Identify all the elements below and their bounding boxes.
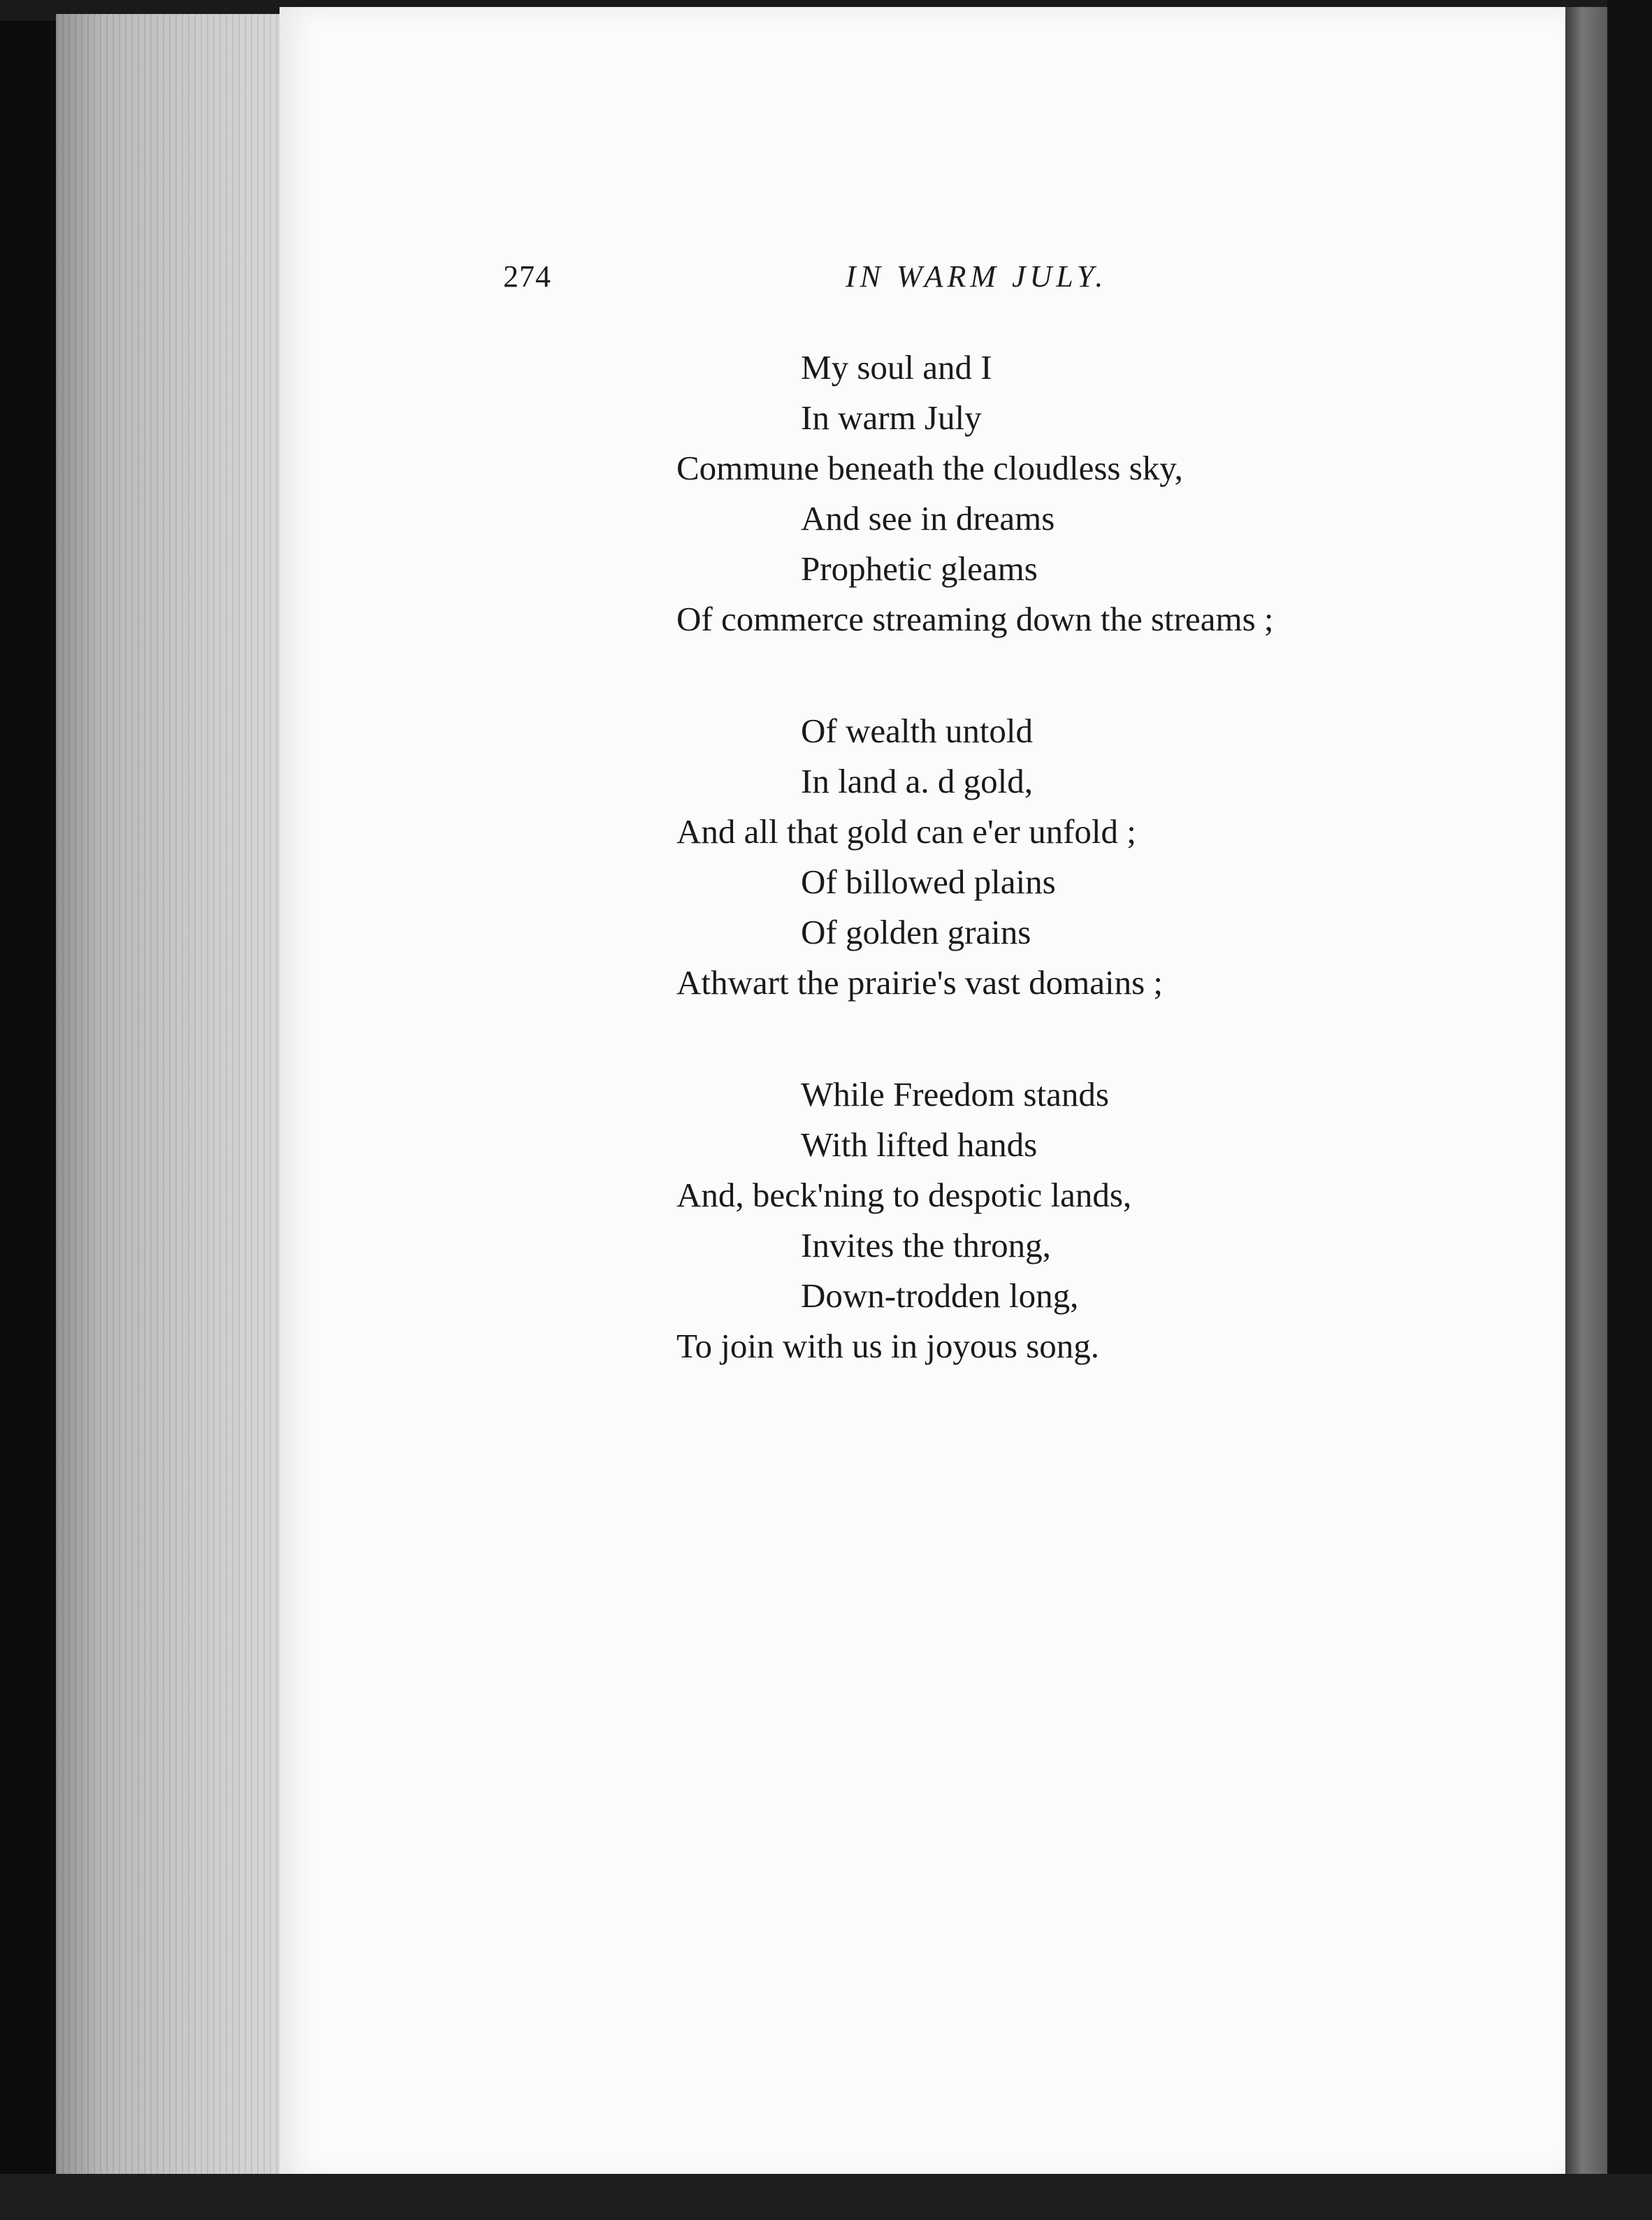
poem-line: And see in dreams: [801, 499, 1055, 538]
poem-line: Of golden grains: [801, 913, 1031, 951]
stanza-3: [676, 1069, 1515, 1371]
poem-line: And, beck'ning to despotic lands,: [676, 1176, 1132, 1214]
poem-line: In land a. d gold,: [801, 762, 1034, 800]
poem-line: Down-trodden long,: [801, 1276, 1079, 1315]
poem-line: Prophetic gleams: [801, 549, 1038, 588]
poem-line: Athwart the prairie's vast domains ;: [676, 963, 1164, 1002]
poem-line: Invites the throng,: [801, 1226, 1051, 1264]
poem-line: Of billowed plains: [801, 863, 1056, 901]
poem: [676, 343, 1515, 1433]
poem-line: To join with us in joyous song.: [676, 1327, 1100, 1365]
poem-line: With lifted hands: [801, 1125, 1038, 1164]
stanza-2: [676, 706, 1515, 1008]
page-edges: [56, 14, 287, 2181]
poem-line: Of wealth untold: [801, 712, 1034, 750]
poem-line: Commune beneath the cloudless sky,: [676, 449, 1183, 487]
page-title: IN WARM JULY.: [846, 259, 1108, 294]
poem-line: And all that gold can e'er unfold ;: [676, 812, 1136, 851]
scan-border-bottom: [0, 2174, 1652, 2220]
scan-border-right: [1607, 0, 1652, 2220]
poem-line: In warm July: [801, 398, 982, 437]
running-head: [503, 259, 1481, 301]
poem-line: Of commerce streaming down the streams ;: [676, 600, 1274, 638]
poem-line: My soul and I: [801, 348, 992, 387]
stanza-1: [676, 343, 1515, 644]
poem-line: While Freedom stands: [801, 1075, 1109, 1113]
book-right-edge: [1565, 7, 1607, 2181]
page-number: 274: [503, 259, 551, 294]
